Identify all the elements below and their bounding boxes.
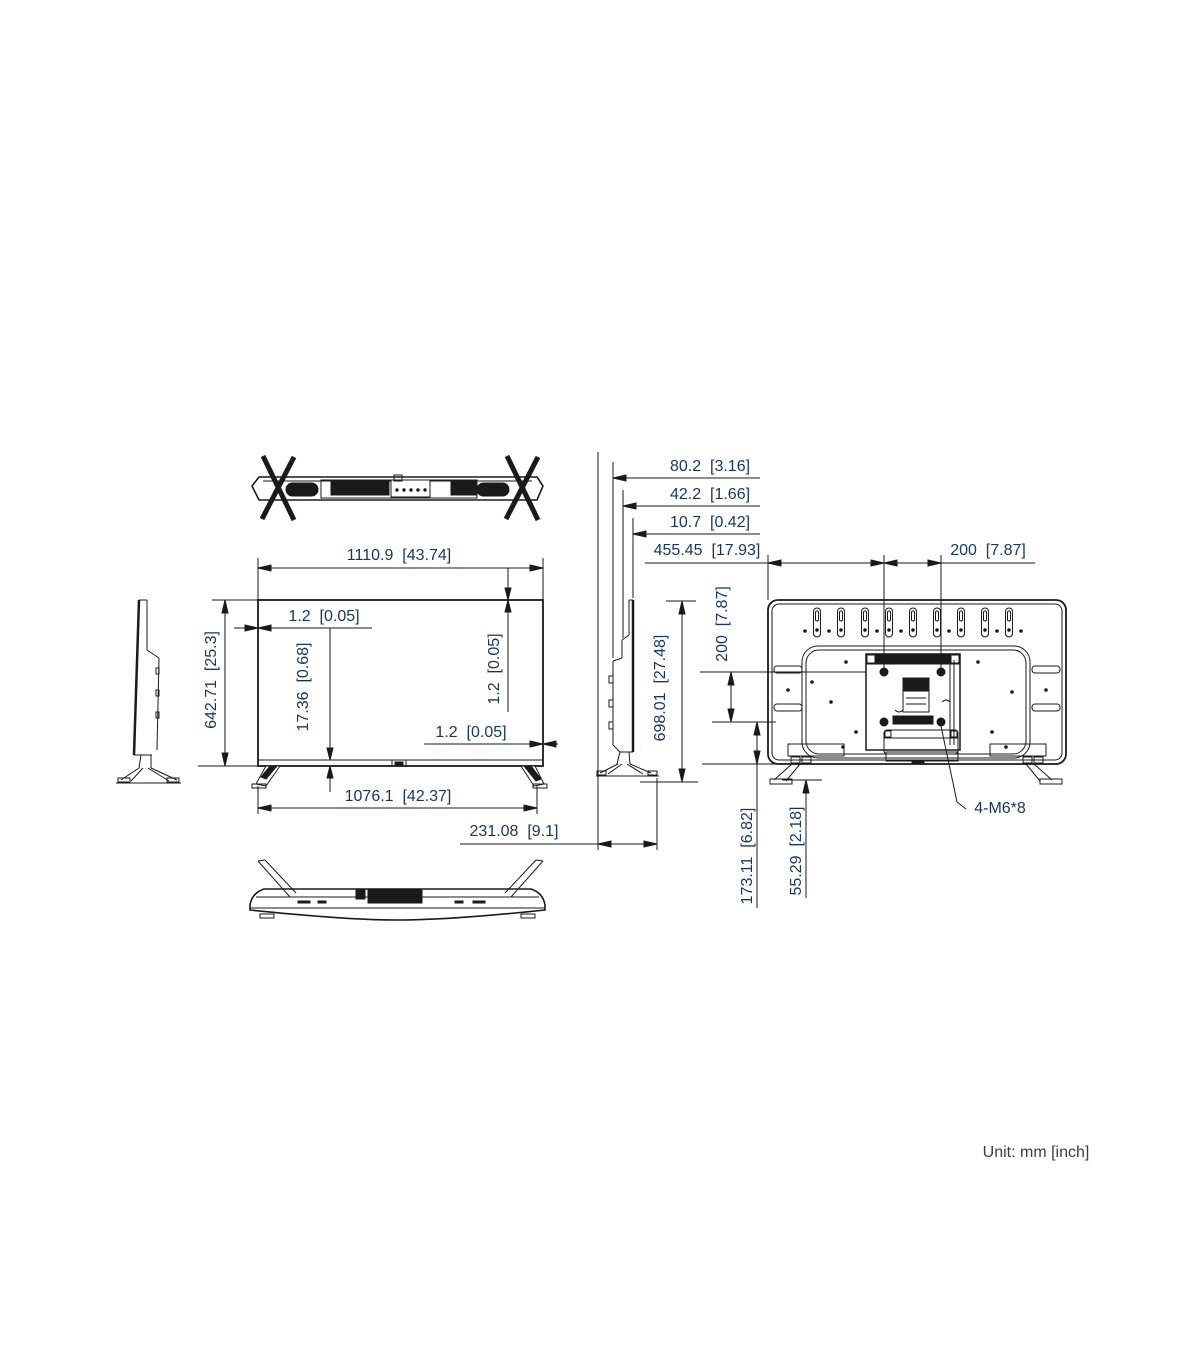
dim-depth-top: 10.7 [0.42] xyxy=(669,514,751,531)
vent-slots xyxy=(804,608,1023,637)
back-view xyxy=(768,600,1066,784)
side-view-left xyxy=(116,600,181,783)
dim-vesa-width: 200 [7.87] xyxy=(950,542,1026,559)
dim-bezel-bottom-right: 1.2 [0.05] xyxy=(435,724,507,741)
dim-overall-width: 1110.9 [43.74] xyxy=(346,547,452,564)
side-view-center xyxy=(596,600,659,776)
bottom-view xyxy=(250,860,545,920)
dim-stand-depth: 231.08 [9.1] xyxy=(469,823,559,840)
dim-feet-span: 1076.1 [42.37] xyxy=(344,788,452,805)
dim-total-height: 698.01 [27.48] xyxy=(652,634,669,742)
dim-bezel-right: 1.2 [0.05] xyxy=(486,633,503,705)
dim-depth-mid: 42.2 [1.66] xyxy=(669,486,751,503)
dim-chin-height: 17.36 [0.68] xyxy=(295,642,312,732)
dim-panel-bottom-offset: 55.29 [2.18] xyxy=(788,806,805,896)
dim-bezel-top-left: 1.2 [0.05] xyxy=(288,608,360,625)
dim-vesa-bottom-offset: 173.11 [6.82] xyxy=(739,807,756,905)
vesa-mount xyxy=(866,654,960,761)
note-units: Unit: mm [inch] xyxy=(982,1144,1090,1161)
dim-vesa-height: 200 [7.87] xyxy=(714,586,731,662)
dim-overall-height: 642.71 [25.3] xyxy=(203,631,220,729)
label-vesa-screws: 4-M6*8 xyxy=(974,800,1026,817)
dim-vesa-offset-left: 455.45 [17.93] xyxy=(653,542,761,559)
dim-depth-max: 80.2 [3.16] xyxy=(669,458,751,475)
top-view xyxy=(252,456,543,520)
